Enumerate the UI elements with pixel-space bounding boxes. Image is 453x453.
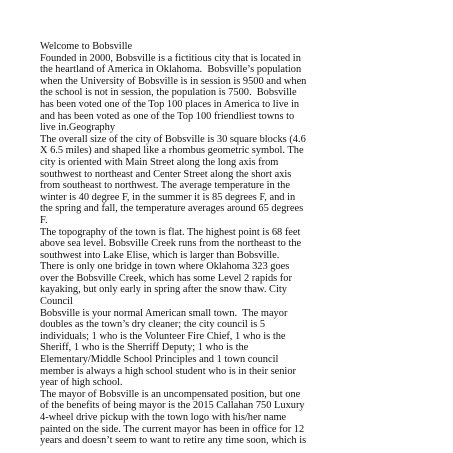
text-line: winter is 40 degree F, in the summer it is 85 degrees F, and in <box>40 191 296 203</box>
text-line: the school is not in session, the population is 7500. Bobsville <box>40 87 297 99</box>
text-line: and has been voted as one of the Top 100 friendliest towns to <box>40 110 295 122</box>
text-line: kayaking, but only early in spring after the snow thaw. City <box>40 284 287 296</box>
text-line: above sea level. Bobsville Creek runs from the northeast to the <box>40 238 302 250</box>
text-line: year of high school. <box>40 377 123 389</box>
text-line: member is always a high school student who is in their senior <box>40 365 296 377</box>
text-line: painted on the side. The current mayor has been in office for 12 <box>40 423 305 435</box>
text-line: individuals; 1 who is the Volunteer Fire Chief, 1 who is the <box>40 330 286 342</box>
text-line: F. <box>40 214 48 226</box>
text-line: Elementary/Middle School Principles and 1 town council <box>40 354 279 366</box>
text-line: southwest into Lake Elise, which is larger than Bobsville. <box>40 249 280 261</box>
text-line: There is only one bridge in town where Oklahoma 323 goes <box>40 261 290 273</box>
text-line: Bobsville is your normal American small town. The mayor <box>40 307 288 319</box>
text-line: over the Bobsville Creek, which has some Level 2 rapids for <box>40 272 292 284</box>
text-line: has been voted one of the Top 100 places in America to live in <box>40 98 300 110</box>
text-line: the spring and fall, the temperature averages around 65 degrees <box>40 203 304 215</box>
text-line: from southeast to northwest. The average temperature in the <box>40 180 290 192</box>
text-line: 4-wheel drive pickup with the town logo with his/her name <box>40 412 287 423</box>
text-line: when the University of Bobsville is in session is 9500 and when <box>40 75 307 87</box>
text-line: of the benefits of being mayor is the 2015 Callahan 750 Luxury <box>40 400 305 412</box>
text-line: The mayor of Bobsville is an uncompensated position, but one <box>40 388 301 400</box>
text-line: doubles as the town’s dry cleaner; the city council is 5 <box>40 319 266 331</box>
text-line: The overall size of the city of Bobsville is 30 square blocks (4.6 <box>40 133 306 145</box>
text-line: city is oriented with Main Street along the long axis from <box>40 156 279 168</box>
text-line: Council <box>40 296 73 308</box>
document-title: Welcome to Bobsville <box>40 41 133 52</box>
text-line: Founded in 2000, Bobsville is a fictitious city that is located in <box>40 52 301 64</box>
text-line: live in.Geography <box>40 122 116 134</box>
text-line: the heartland of America in Oklahoma. Bobsville’s population <box>40 64 302 76</box>
text-line: X 6.5 miles) and shaped like a rhombus geometric symbol. The <box>40 145 304 157</box>
text-line: Sheriff, 1 who is the Sherriff Deputy; 1 who is the <box>40 342 249 354</box>
text-line: years and doesn’t seem to want to retire any time soon, which is <box>40 435 307 447</box>
text-line: The topography of the town is flat. The highest point is 68 feet <box>40 226 301 238</box>
document-body <box>40 41 416 447</box>
text-line: southwest to northeast and Center Street along the short axis <box>40 168 292 180</box>
